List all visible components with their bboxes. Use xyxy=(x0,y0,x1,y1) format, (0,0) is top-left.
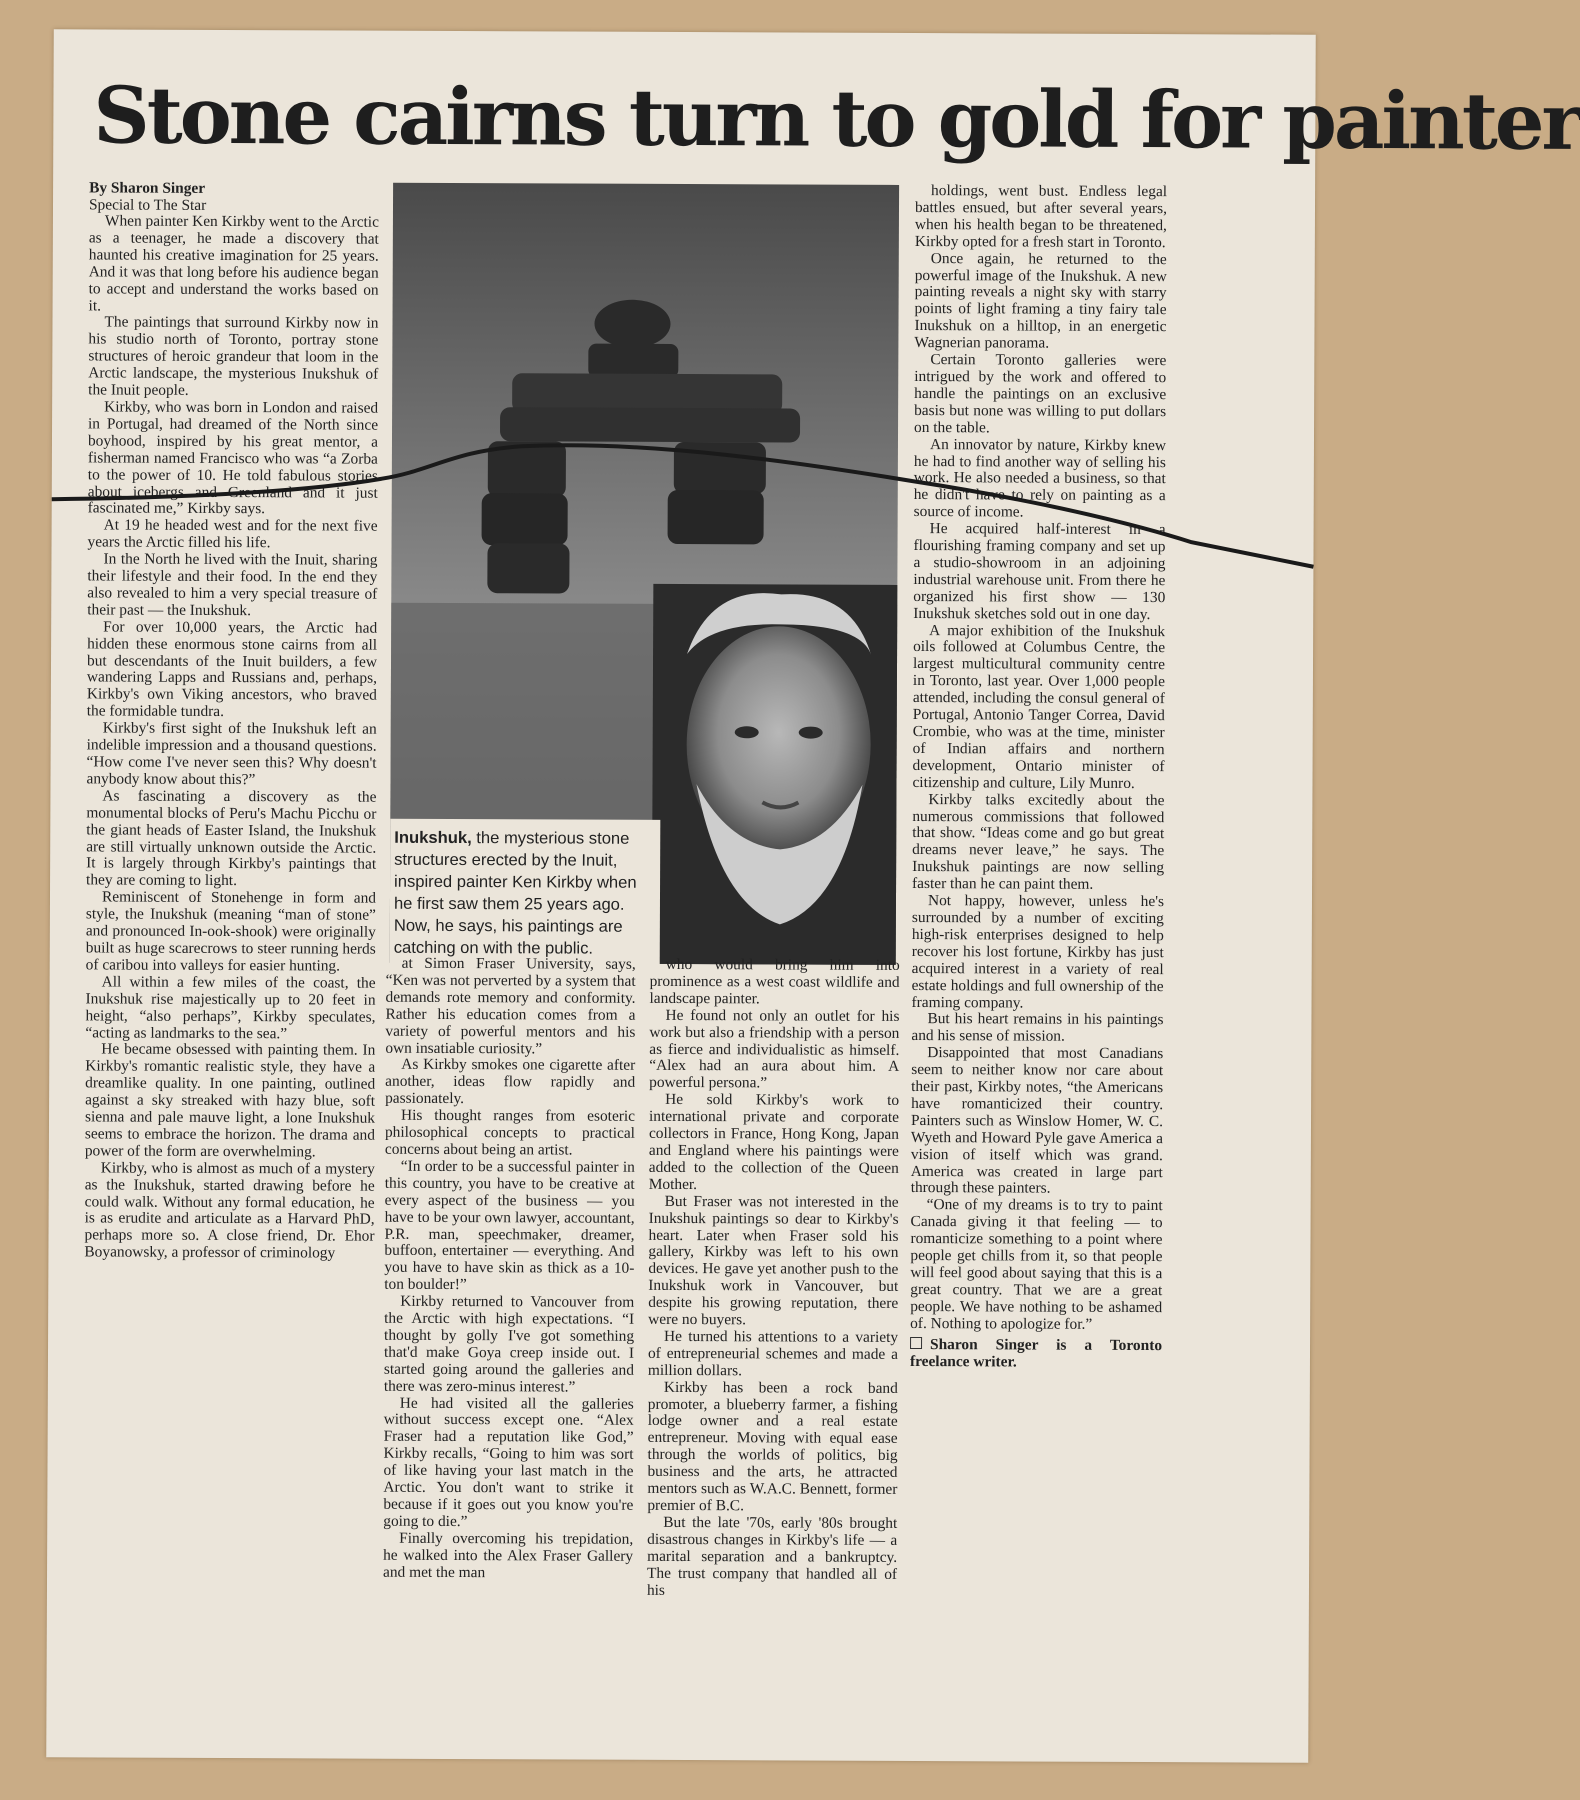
paragraph: Disappointed that most Canadians seem to neither know nor care about their past, Kirkby notes, “the Americans have romanticized their country. Painters such as Winslow Homer, W. C. Wyeth and Howard Pyle gave America a vision of itself which was grand. America was created in large part through these painters. xyxy=(910,1044,1164,1198)
paragraph: The paintings that surround Kirkby now in his studio north of Toronto, portray stone structures of heroic grandeur that loom in the Arctic landscape, the mysterious Inukshuk of the Inuit people. xyxy=(88,313,379,399)
paragraph: But the late '70s, early '80s brought disastrous changes in Kirkby's life — a marital separation and a bankruptcy. The trust company that handled all of his xyxy=(646,1513,898,1599)
photo-caption xyxy=(390,819,661,968)
paragraph: A major exhibition of the Inukshuk oils followed at Columbus Centre, the largest multicultural community centre in Toronto, last year. Over 1,000 people attended, including the consul general of Portugal, Antonio Tanger Correa, David Crombie, who was at the time, minister of Indian affairs and northern development, Ontario minister of citizenship and culture, Lily Munro. xyxy=(912,621,1166,792)
paragraph: But Fraser was not interested in the Inukshuk paintings so dear to Kirkby's heart. Later when Fraser sold his gallery, Kirkby was left to his own devices. He gave yet another push to the Inukshuk work in Vancouver, but despite his growing reputation, there were no buyers. xyxy=(648,1192,899,1329)
column-3-text xyxy=(647,957,900,1601)
paragraph: Kirkby returned to Vancouver from the Arctic with high expectations. “I thought by golly I've got something that'd make Goya creep inside out. I started going around the galleries and there was zero-minus interest.” xyxy=(383,1292,635,1396)
paragraph: He sold Kirkby's work to international private and corporate collectors in France, Hong Kong, Japan and England where his paintings were added to the collection of the Queen Mother. xyxy=(648,1091,900,1193)
paragraph: “In order to be a successful painter in this country, you have to be creative at every aspect of the business — you have to be your own lawyer, accountant, P.R. man, speechmaker, dreamer, buffoon, entertainer — everything. And you have to have skin as thick as a 10-ton boulder!” xyxy=(384,1157,635,1294)
article-column-3 xyxy=(646,957,899,1753)
paragraph: In the North he lived with the Inuit, sharing their lifestyle and their food. In the end they also revealed to him a very special treasure of their past — the Inukshuk. xyxy=(87,550,378,619)
paragraph: Kirkby, who was born in London and raised in Portugal, had dreamed of the North since boyhood, inspired by his great mentor, a fisherman named Francisco who was “a Zorba to the power of 10. He told fabulous stories about icebergs and Greenland and it just fascinated me,” Kirkby says. xyxy=(87,398,379,518)
paragraph: Kirkby talks excitedly about the numerous commissions that followed that show. “Ideas come and go but great dreams never leave,” he says. The Inukshuk paintings are now selling faster than he can paint them. xyxy=(912,790,1165,893)
article-column-4 xyxy=(908,183,1167,1754)
column-4-text xyxy=(910,183,1167,1334)
column-2-text xyxy=(383,956,636,1583)
paragraph: He found not only an outlet for his work but also a friendship with a person as fierce and individualistic as himself. “Alex had an aura about him. A powerful persona.” xyxy=(649,1006,900,1092)
paragraph: Once again, he returned to the powerful image of the Inukshuk. A new painting reveals a night sky with starry points of light framing a tiny fairy tale Inukshuk on a hilltop, in an energetic Wagnerian panorama. xyxy=(914,249,1167,352)
paragraph: For over 10,000 years, the Arctic had hidden these enormous stone cairns from all but descendants of the Inuit builders, a few wandering Lapps and Russians and, perhaps, Kirkby's own Viking ancestors, who braved the formidable tundra. xyxy=(86,618,378,721)
paragraph: He acquired half-interest in a flourishing framing company and set up a studio-showroom in an adjoining industrial warehouse unit. From there he organized his first show — 130 Inukshuk sketches sold out in one day. xyxy=(913,520,1166,623)
paragraph: holdings, went bust. Endless legal battles ensued, but after several years, when his health began to be threatened, Kirkby opted for a fresh start in Toronto. xyxy=(914,182,1168,251)
paragraph: Certain Toronto galleries were intrigued by the work and offered to handle the paintings on an exclusive basis but none was willing to put dollars on the table. xyxy=(914,351,1167,437)
paragraph: Kirkby's first sight of the Inukshuk left an indelible impression and a thousand questions. “How come I've never seen this? Why doesn't anybody know about this?” xyxy=(86,719,377,789)
caption-text: the mysterious stone structures erected by the Inuit, inspired painter Ken Kirkby when he first saw them 25 years ago. Now, he says, his paintings are catching on with the public. xyxy=(393,828,637,958)
paragraph: at Simon Fraser University, says, “Ken was not perverted by a system that demands rote memory and conformity. Rather his education comes from a variety of powerful mentors and his own insatiable curiosity.” xyxy=(385,954,636,1057)
paragraph: He had visited all the galleries without success except one. “Alex Fraser had a reputation like God,” Kirkby recalls, “Going to him was sort of like having your last match in the Arctic. You don't want to strike it because if it goes out you know you're going to die.” xyxy=(383,1394,634,1530)
checkbox-square-icon xyxy=(910,1337,922,1349)
headline: Stone cairns turn to gold for painter xyxy=(93,70,1580,168)
article-column-1 xyxy=(82,179,379,1750)
paragraph: “One of my dreams is to try to paint Canada giving it that feeling — to romanticize something to a point where people get chills from it, so that people will feel good about saying that this is a great country. That we are a great people. We have nothing to be ashamed of. Nothing to apologize for.” xyxy=(910,1196,1163,1333)
column-1-text xyxy=(84,213,379,1262)
caption-lead: Inukshuk, xyxy=(394,827,472,848)
byline-sub: Special to The Star xyxy=(88,196,207,214)
article-column-2 xyxy=(382,956,635,1752)
paragraph: An innovator by nature, Kirkby knew he had to find another way of selling his work. He also needed a business, so that he didn't have to rely on painting as a source of income. xyxy=(913,435,1167,521)
paragraph: who would bring him into prominence as a west coast wildlife and landscape painter. xyxy=(649,955,900,1008)
paragraph: As fascinating a discovery as the monumental blocks of Peru's Machu Picchu or the giant heads of Easter Island, the Inukshuk are still virtually unknown outside the Arctic. It is largely through Kirkby's paintings that they are coming to light. xyxy=(86,787,377,890)
painter-portrait xyxy=(652,584,898,965)
paragraph: As Kirkby smokes one cigarette after another, ideas flow rapidly and passionately. xyxy=(385,1056,636,1108)
paragraph: But his heart remains in his paintings and his sense of mission. xyxy=(911,1010,1164,1045)
paragraph: Kirkby has been a rock band promoter, a blueberry farmer, a fishing lodge owner and a real estate entrepreneur. Moving with equal ease through the worlds of politics, big business and the arts, he attracted mentors such as W.A.C. Bennett, former premier of B.C. xyxy=(647,1378,898,1515)
paragraph: He turned his attentions to a variety of entrepreneurial schemes and made a million dollars. xyxy=(647,1327,899,1380)
paragraph: All within a few miles of the coast, the Inukshuk rise majestically up to 20 feet in height, “also perhaps”, Kirkby speculates, “acting as landmarks to the sea.” xyxy=(85,973,376,1042)
paragraph: He became obsessed with painting them. In Kirkby's romantic realistic style, they have a dreamlike quality. In one painting, outlined against a sky streaked with hazy blue, soft sienna and pale mauve light, a lone Inukshuk seems to embrace the horizon. The drama and power of the form are overwhelming. xyxy=(84,1040,376,1161)
paragraph: Not happy, however, unless he's surrounded by a number of exciting high-risk enterprises designed to help recover his lost fortune, Kirkby has just acquired interest in a variety of real estate holdings and full ownership of the framing company. xyxy=(911,892,1165,1011)
author-credit-text: Sharon Singer is a Toronto freelance writer. xyxy=(909,1335,1163,1371)
byline: By Sharon Singer xyxy=(89,179,206,197)
paragraph: At 19 he headed west and for the next five years the Arctic filled his life. xyxy=(87,516,378,552)
newspaper-clipping xyxy=(46,29,1580,1762)
paragraph: When painter Ken Kirkby went to the Arctic as a teenager, he made a discovery that haunted his creative imagination for 25 years. And it was that long before his audience began to accept and understand the works based on it. xyxy=(88,212,379,314)
author-credit xyxy=(910,1337,1162,1372)
paragraph: His thought ranges from esoteric philosophical concepts to practical concerns about being an artist. xyxy=(384,1106,636,1159)
paragraph: Finally overcoming his trepidation, he walked into the Alex Fraser Gallery and met the man xyxy=(383,1529,634,1581)
paragraph: Reminiscent of Stonehenge in form and style, the Inukshuk (meaning “man of stone” and pronounced In-ook-shook) were originally built as huge scarecrows to steer running herds of caribou into valleys for easier hunting. xyxy=(85,888,377,975)
paragraph: Kirkby, who is almost as much of a mystery as the Inukshuk, started drawing before he could walk. Without any formal education, he is as erudite and articulate as a Harvard PhD, perhaps more so. A close friend, Dr. Ehor Boyanowsky, a professor of criminology xyxy=(84,1159,375,1262)
